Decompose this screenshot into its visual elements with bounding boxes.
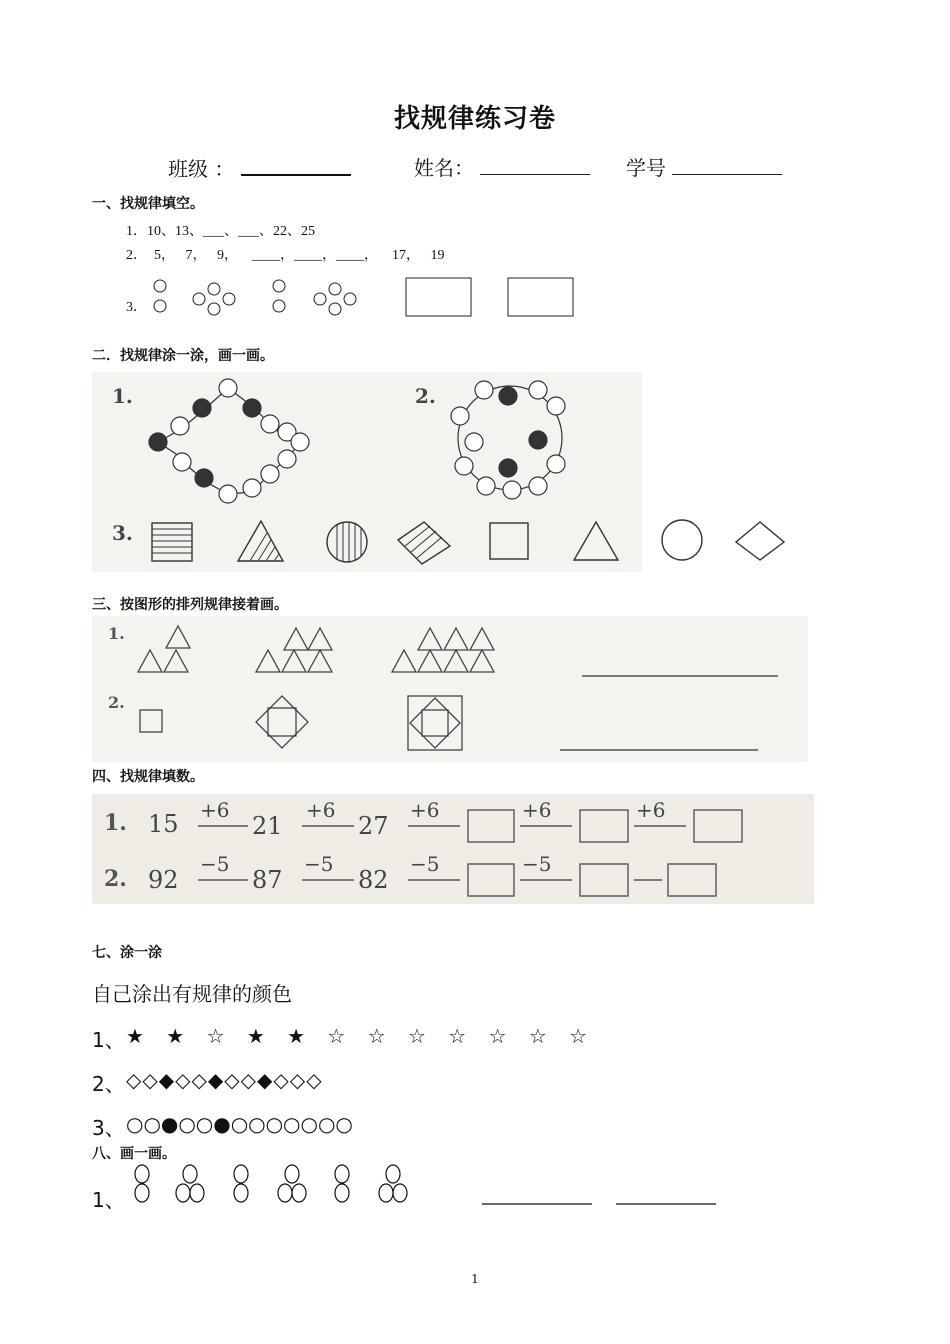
circle-pattern-row: ○○●○○●○○○○○○○ bbox=[126, 1112, 353, 1136]
section4-row1-start: 15 bbox=[148, 810, 179, 838]
section1-q1: 1．10、13、___、___、22、25 bbox=[126, 224, 315, 239]
empty-diamond-shape bbox=[736, 522, 784, 560]
section3-label-2: 2. bbox=[108, 693, 125, 712]
section7-heading: 七、涂一涂 bbox=[92, 945, 162, 961]
section7-instruction: 自己涂出有规律的颜色 bbox=[92, 982, 292, 1006]
section7-row3-number: 3、 bbox=[92, 1116, 125, 1140]
section4-row2-op: −5 bbox=[304, 852, 334, 876]
section4-row1-op: +6 bbox=[636, 798, 666, 822]
section4-row1-op: +6 bbox=[410, 798, 440, 822]
answer-box bbox=[406, 278, 471, 316]
section2-label-2: 2. bbox=[415, 384, 436, 408]
empty-triangle-shape bbox=[574, 522, 618, 560]
section4-row2-start: 92 bbox=[148, 866, 179, 894]
section1-q3-number: 3． bbox=[126, 300, 147, 315]
page-number: 1 bbox=[471, 1272, 479, 1286]
section3-label-1: 1. bbox=[108, 624, 125, 643]
shape-pattern-figure bbox=[140, 516, 800, 568]
section2-heading: 二．找规律涂一涂，画一画。 bbox=[92, 348, 274, 364]
section4-row2-value: 82 bbox=[358, 866, 389, 894]
section4-heading: 四、找规律填数。 bbox=[92, 769, 204, 785]
section8-row-number: 1、 bbox=[92, 1188, 125, 1212]
section4-row1-op: +6 bbox=[522, 798, 552, 822]
answer-box bbox=[468, 810, 514, 842]
section1-q2: 2． 5， 7， 9， ____，____，____， 17， 19 bbox=[126, 248, 445, 263]
ellipse-pattern-figure bbox=[128, 1162, 728, 1210]
answer-box bbox=[508, 278, 573, 316]
empty-circle-shape bbox=[662, 520, 702, 560]
page-title: 找规律练习卷 bbox=[393, 104, 556, 134]
bead-cross-figure bbox=[446, 376, 576, 504]
section4-row1-value: 21 bbox=[252, 812, 283, 840]
bead-diamond-figure bbox=[140, 376, 320, 506]
answer-box bbox=[468, 864, 514, 896]
class-field bbox=[168, 152, 351, 182]
section4-row2-op: −5 bbox=[410, 852, 440, 876]
id-field bbox=[626, 152, 782, 181]
section4-row2-label: 2. bbox=[104, 866, 127, 892]
id-blank[interactable] bbox=[672, 152, 782, 175]
circle-shape bbox=[154, 280, 166, 292]
section4-row1-value: 27 bbox=[358, 812, 389, 840]
section7-row1-number: 1、 bbox=[92, 1028, 125, 1052]
circle-pattern-figure bbox=[140, 272, 590, 324]
section4-row1-op: +6 bbox=[306, 798, 336, 822]
section1-heading: 一、找规律填空。 bbox=[92, 196, 204, 212]
diamond-pattern-row: ◇◇◆◇◇◆◇◇◆◇◇◇ bbox=[126, 1068, 323, 1092]
empty-square-shape bbox=[490, 523, 528, 559]
answer-box bbox=[694, 810, 742, 842]
section4-row1-op: +6 bbox=[200, 798, 230, 822]
section8-heading: 八、画一画。 bbox=[92, 1146, 176, 1162]
section4-row2-op: −5 bbox=[200, 852, 230, 876]
name-field bbox=[414, 152, 590, 181]
class-blank[interactable] bbox=[241, 152, 351, 176]
section4-row2-op: −5 bbox=[522, 852, 552, 876]
answer-box bbox=[580, 864, 628, 896]
striped-triangle-shape bbox=[238, 521, 283, 561]
section2-label-3: 3. bbox=[112, 521, 133, 545]
section4-row2-value: 87 bbox=[252, 866, 283, 894]
id-label: 学号 bbox=[626, 156, 666, 180]
number-chain-figure bbox=[190, 800, 750, 900]
answer-box bbox=[580, 810, 628, 842]
section2-label-1: 1. bbox=[112, 384, 133, 408]
triangle-square-pattern-figure bbox=[130, 620, 800, 760]
section7-row2-number: 2、 bbox=[92, 1072, 125, 1096]
star-pattern-row: ★ ★ ☆ ★ ★ ☆ ☆ ☆ ☆ ☆ ☆ ☆ bbox=[126, 1024, 596, 1048]
striped-diamond-shape bbox=[398, 522, 450, 564]
answer-box bbox=[668, 864, 716, 896]
class-label: 班级 ： bbox=[168, 157, 235, 181]
name-blank[interactable] bbox=[480, 152, 590, 175]
section3-heading: 三、按图形的排列规律接着画。 bbox=[92, 597, 288, 613]
section4-row1-label: 1. bbox=[104, 810, 127, 836]
circle-shape bbox=[154, 300, 166, 312]
name-label: 姓名： bbox=[414, 156, 474, 180]
